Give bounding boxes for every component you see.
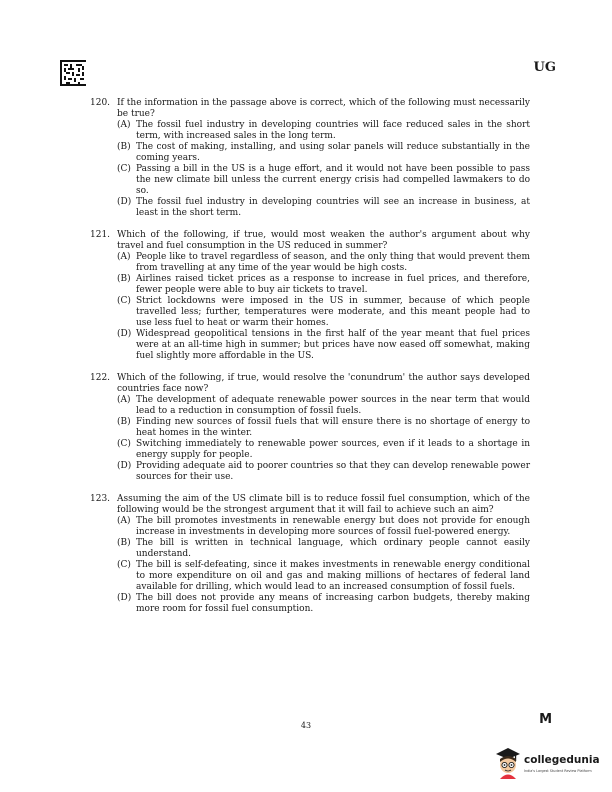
- option-letter: (B): [117, 417, 131, 427]
- option-text: The bill is written in technical language, which ordinary people cannot easily understand.: [136, 538, 530, 559]
- option-a: [117, 395, 530, 417]
- option-letter: (D): [117, 461, 132, 471]
- page-number: 43: [300, 721, 312, 730]
- option-d: [117, 329, 530, 362]
- option-letter: (C): [117, 296, 131, 306]
- option-text: The bill is self-defeating, since it makes investments in renewable energy conditional to more expenditure on oil and gas and making millions of hectares of federal land available for drilling, which would lead to an increased consumption of fossil fuels.: [136, 560, 530, 592]
- paper-code: UG: [533, 60, 556, 75]
- collegedunia-logo[interactable]: [494, 746, 598, 782]
- logo-name: collegedunia: [524, 754, 600, 766]
- option-a: [117, 516, 530, 538]
- option-letter: (B): [117, 538, 131, 548]
- graduate-mascot-icon: [494, 746, 522, 780]
- question-stem: Which of the following, if true, would most weaken the author's argument about why travel and fuel consumption in the US reduced in summer?: [117, 230, 530, 251]
- option-letter: (D): [117, 329, 132, 339]
- option-letter: (A): [117, 516, 131, 526]
- question-123: [90, 494, 530, 615]
- option-text: People like to travel regardless of season, and the only thing that would prevent them from travelling at any time of the year would be high costs.: [136, 252, 530, 273]
- option-text: The bill does not provide any means of increasing carbon budgets, thereby making more room for fossil fuel consumption.: [136, 593, 530, 614]
- option-d: [117, 593, 530, 615]
- option-b: [117, 538, 530, 560]
- option-letter: (D): [117, 593, 132, 603]
- option-d: [117, 461, 530, 483]
- question-number: 122.: [90, 373, 111, 383]
- qr-code: [60, 60, 86, 86]
- option-text: The development of adequate renewable power sources in the near term that would lead to a reduction in consumption of fossil fuels.: [136, 395, 530, 416]
- option-text: Finding new sources of fossil fuels that will ensure there is no shortage of energy to heat homes in the winter.: [136, 417, 530, 438]
- option-a: [117, 252, 530, 274]
- series-code: M: [539, 712, 552, 727]
- option-b: [117, 142, 530, 164]
- option-c: [117, 164, 530, 197]
- question-number: 120.: [90, 98, 111, 108]
- option-letter: (D): [117, 197, 132, 207]
- option-text: Providing adequate aid to poorer countries so that they can develop renewable power sources for their use.: [136, 461, 530, 482]
- option-letter: (B): [117, 142, 131, 152]
- question-stem: If the information in the passage above is correct, which of the following must necessarily be true?: [117, 98, 530, 119]
- option-letter: (A): [117, 252, 131, 262]
- question-122: [90, 373, 530, 483]
- option-text: Switching immediately to renewable power sources, even if it leads to a shortage in energy supply for people.: [136, 439, 530, 460]
- option-text: The fossil fuel industry in developing countries will face reduced sales in the short term, with increased sales in the long term.: [136, 120, 530, 141]
- option-c: [117, 439, 530, 461]
- option-letter: (C): [117, 560, 131, 570]
- option-b: [117, 417, 530, 439]
- question-121: [90, 230, 530, 362]
- question-number: 121.: [90, 230, 111, 240]
- option-text: Passing a bill in the US is a huge effort, and it would not have been possible to pass the new climate bill unless the current energy crisis had compelled lawmakers to do so.: [136, 164, 530, 196]
- option-text: Widespread geopolitical tensions in the first half of the year meant that fuel prices were at an all-time high in summer; but prices have now eased off somewhat, making fuel slightly more affordable in the US.: [136, 329, 530, 361]
- option-text: Strict lockdowns were imposed in the US in summer, because of which people travelled less; further, temperatures were moderate, and this meant people had to use less fuel to heat or warm their homes.: [136, 296, 530, 328]
- question-stem: Which of the following, if true, would resolve the 'conundrum' the author says developed countries face now?: [117, 373, 530, 394]
- option-text: The bill promotes investments in renewable energy but does not provide for enough increase in investments in developing more sources of fossil fuel-powered energy.: [136, 516, 530, 537]
- option-letter: (C): [117, 439, 131, 449]
- option-letter: (B): [117, 274, 131, 284]
- question-number: 123.: [90, 494, 111, 504]
- logo-tagline: India's Largest Student Review Platform: [524, 769, 592, 773]
- option-letter: (A): [117, 395, 131, 405]
- option-c: [117, 296, 530, 329]
- option-text: Airlines raised ticket prices as a response to increase in fuel prices, and therefore, fewer people were able to buy air tickets to travel.: [136, 274, 530, 295]
- option-text: The fossil fuel industry in developing countries will see an increase in business, at least in the short term.: [136, 197, 530, 218]
- question-120: [90, 98, 530, 219]
- option-b: [117, 274, 530, 296]
- option-letter: (C): [117, 164, 131, 174]
- option-text: The cost of making, installing, and using solar panels will reduce substantially in the coming years.: [136, 142, 530, 163]
- option-d: [117, 197, 530, 219]
- option-letter: (A): [117, 120, 131, 130]
- question-stem: Assuming the aim of the US climate bill is to reduce fossil fuel consumption, which of the following would be the strongest argument that it will fail to achieve such an aim?: [117, 494, 530, 515]
- option-c: [117, 560, 530, 593]
- question-list: [90, 98, 530, 626]
- option-a: [117, 120, 530, 142]
